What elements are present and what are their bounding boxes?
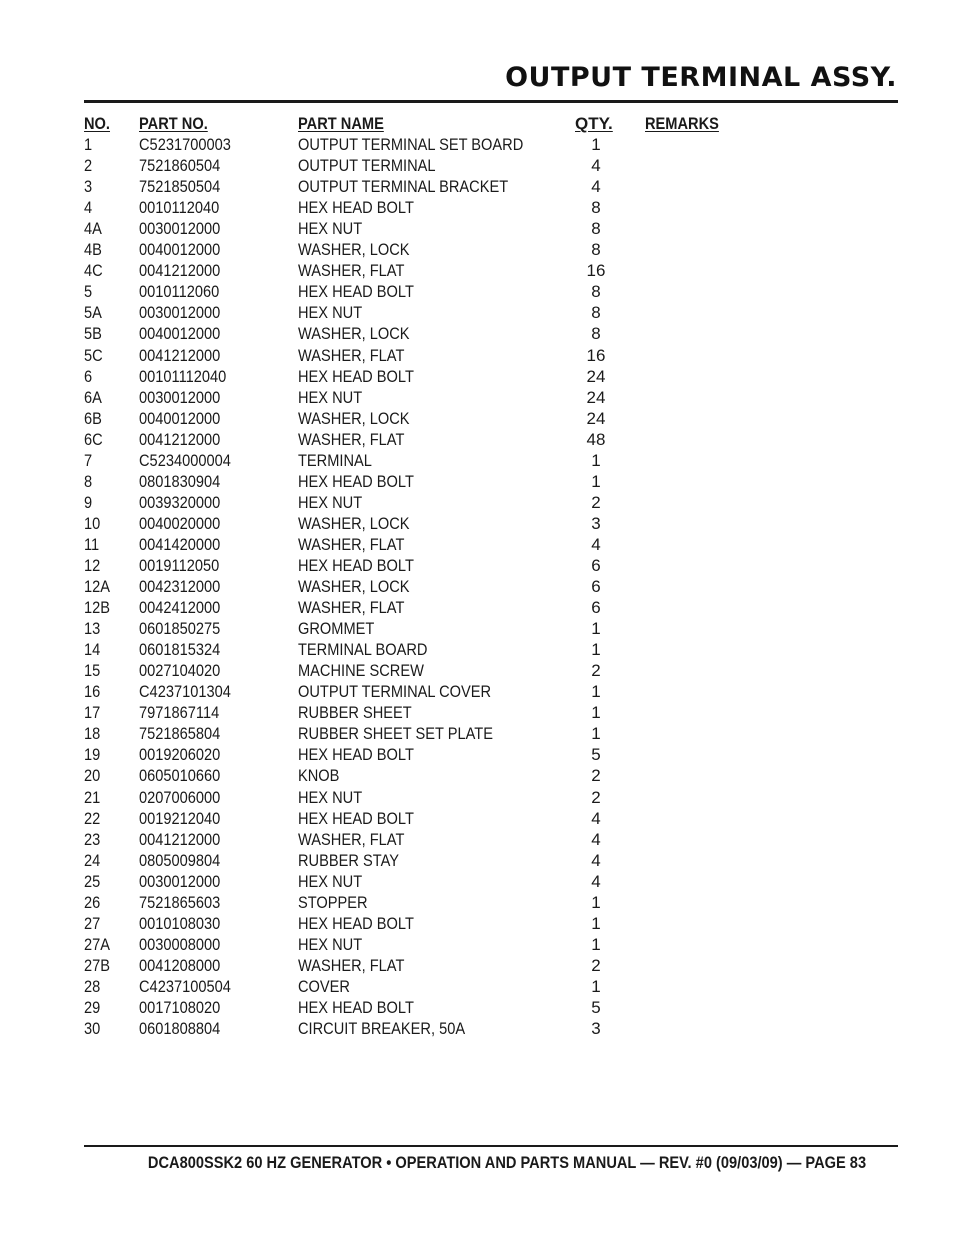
cell-part-name: HEX HEAD BOLT [298, 282, 414, 302]
cell-part-name: WASHER, LOCK [298, 577, 410, 597]
cell-qty: 4 [591, 156, 601, 176]
cell-part-name: HEX HEAD BOLT [298, 555, 414, 575]
cell-part-name: RUBBER SHEET [298, 703, 412, 723]
header-no: NO. [84, 114, 111, 133]
cell-part-name: TERMINAL [298, 450, 372, 470]
cell-no: 12B [84, 598, 111, 618]
header-qty: QTY. [575, 114, 613, 133]
table-row [84, 955, 824, 976]
table-row [84, 871, 824, 892]
table-row [84, 934, 824, 955]
cell-part-no: 0041212000 [139, 261, 221, 281]
cell-qty: 24 [586, 408, 606, 428]
cell-part-no: 0601815324 [139, 640, 221, 660]
cell-qty: 4 [591, 829, 601, 849]
table-row [84, 787, 824, 808]
cell-qty: 1 [591, 976, 601, 996]
table-row [84, 534, 824, 555]
table-row [84, 366, 824, 387]
cell-qty: 8 [591, 219, 601, 239]
table-row [84, 829, 824, 850]
table-row [84, 723, 824, 744]
table-row [84, 281, 824, 302]
table-row [84, 997, 824, 1018]
table-row [84, 576, 824, 597]
cell-part-no: 0041212000 [139, 429, 221, 449]
table-row [84, 660, 824, 681]
cell-part-no: 0040012000 [139, 240, 221, 260]
cell-no: 23 [84, 829, 101, 849]
cell-part-no: 0601808804 [139, 1019, 221, 1039]
cell-no: 13 [84, 619, 101, 639]
cell-part-name: WASHER, FLAT [298, 955, 405, 975]
cell-part-no: 0019112050 [139, 555, 220, 575]
cell-part-no: 0010112060 [139, 282, 220, 302]
cell-no: 2 [84, 156, 93, 176]
table-row [84, 555, 824, 576]
cell-qty: 2 [591, 661, 601, 681]
table-row [84, 492, 824, 513]
cell-no: 8 [84, 471, 93, 491]
cell-no: 17 [84, 703, 101, 723]
cell-part-name: HEX HEAD BOLT [298, 808, 414, 828]
cell-part-name: COVER [298, 976, 351, 996]
table-row [84, 597, 824, 618]
cell-no: 5C [84, 345, 103, 365]
table-row [84, 197, 824, 218]
cell-qty: 4 [591, 808, 601, 828]
table-row [84, 892, 824, 913]
cell-part-name: WASHER, LOCK [298, 513, 410, 533]
cell-qty: 1 [591, 724, 601, 744]
cell-no: 7 [84, 450, 93, 470]
cell-part-no: C5234000004 [139, 450, 231, 470]
cell-part-name: WASHER, FLAT [298, 261, 405, 281]
cell-no: 6C [84, 429, 103, 449]
cell-part-name: OUTPUT TERMINAL BRACKET [298, 177, 509, 197]
cell-qty: 2 [591, 492, 601, 512]
table-row [84, 408, 824, 429]
table-row [84, 1018, 824, 1039]
cell-qty: 4 [591, 850, 601, 870]
cell-no: 5 [84, 282, 93, 302]
cell-no: 3 [84, 177, 93, 197]
cell-part-name: WASHER, LOCK [298, 324, 410, 344]
title-divider [84, 100, 898, 103]
cell-no: 12A [84, 577, 111, 597]
cell-qty: 48 [586, 429, 606, 449]
cell-no: 15 [84, 661, 101, 681]
cell-no: 10 [84, 513, 101, 533]
cell-part-no: 0019206020 [139, 745, 221, 765]
cell-part-name: WASHER, FLAT [298, 345, 405, 365]
cell-part-no: 0019212040 [139, 808, 221, 828]
footer-divider [84, 1145, 898, 1147]
cell-no: 20 [84, 766, 101, 786]
cell-part-name: WASHER, FLAT [298, 534, 405, 554]
cell-part-name: HEX NUT [298, 934, 363, 954]
cell-no: 27 [84, 913, 101, 933]
table-row [84, 765, 824, 786]
cell-no: 16 [84, 682, 101, 702]
cell-qty: 2 [591, 766, 601, 786]
cell-part-no: C4237100504 [139, 976, 231, 996]
cell-part-name: OUTPUT TERMINAL [298, 156, 436, 176]
cell-qty: 16 [586, 261, 606, 281]
cell-part-name: HEX HEAD BOLT [298, 997, 414, 1017]
cell-part-name: STOPPER [298, 892, 368, 912]
cell-qty: 1 [591, 682, 601, 702]
cell-no: 29 [84, 997, 101, 1017]
cell-qty: 1 [591, 934, 601, 954]
cell-qty: 1 [591, 450, 601, 470]
cell-qty: 24 [586, 387, 606, 407]
cell-part-name: HEX HEAD BOLT [298, 366, 414, 386]
cell-qty: 1 [591, 892, 601, 912]
cell-qty: 5 [591, 745, 601, 765]
cell-part-name: HEX HEAD BOLT [298, 913, 414, 933]
cell-qty: 2 [591, 955, 601, 975]
cell-part-no: 0010108030 [139, 913, 221, 933]
cell-no: 28 [84, 976, 101, 996]
cell-part-no: 0801830904 [139, 471, 221, 491]
cell-no: 26 [84, 892, 101, 912]
cell-part-no: 0039320000 [139, 492, 221, 512]
cell-qty: 8 [591, 240, 601, 260]
cell-part-no: 7521860504 [139, 156, 221, 176]
table-row [84, 618, 824, 639]
cell-no: 19 [84, 745, 101, 765]
cell-no: 18 [84, 724, 101, 744]
header-part-name: PART NAME [298, 114, 384, 133]
page-title: OUTPUT TERMINAL ASSY. [505, 62, 897, 93]
cell-part-no: 0805009804 [139, 850, 221, 870]
cell-part-name: WASHER, FLAT [298, 829, 405, 849]
table-row [84, 913, 824, 934]
cell-part-name: RUBBER STAY [298, 850, 400, 870]
table-body [84, 134, 824, 1039]
cell-part-no: 7521865804 [139, 724, 221, 744]
parts-table [84, 113, 824, 1039]
cell-part-no: 0041212000 [139, 829, 221, 849]
cell-qty: 1 [591, 913, 601, 933]
cell-part-name: WASHER, LOCK [298, 240, 410, 260]
cell-part-no: 0030012000 [139, 871, 221, 891]
cell-no: 4 [84, 198, 93, 218]
cell-part-no: C5231700003 [139, 135, 231, 155]
cell-part-name: WASHER, FLAT [298, 429, 405, 449]
cell-part-no: 0027104020 [139, 661, 221, 681]
cell-part-name: HEX HEAD BOLT [298, 198, 414, 218]
cell-qty: 4 [591, 871, 601, 891]
table-row [84, 302, 824, 323]
table-row [84, 681, 824, 702]
cell-part-no: 0030012000 [139, 387, 221, 407]
cell-no: 14 [84, 640, 101, 660]
table-row [84, 134, 824, 155]
cell-qty: 5 [591, 997, 601, 1017]
cell-part-no: 0601850275 [139, 619, 221, 639]
cell-part-name: WASHER, FLAT [298, 598, 405, 618]
cell-qty: 4 [591, 534, 601, 554]
cell-part-name: HEX NUT [298, 787, 363, 807]
cell-part-no: 0042312000 [139, 577, 221, 597]
cell-part-name: HEX NUT [298, 387, 363, 407]
cell-no: 6B [84, 408, 102, 428]
cell-no: 1 [84, 135, 93, 155]
cell-qty: 8 [591, 198, 601, 218]
table-row [84, 513, 824, 534]
cell-qty: 16 [586, 345, 606, 365]
cell-qty: 6 [591, 555, 601, 575]
cell-qty: 8 [591, 324, 601, 344]
table-row [84, 218, 824, 239]
table-row [84, 387, 824, 408]
cell-qty: 24 [586, 366, 606, 386]
page-footer: DCA800SSK2 60 HZ GENERATOR • OPERATION AND PARTS MANUAL — REV. #0 (09/03/09) — PAGE 83 [147, 1153, 866, 1172]
cell-no: 4B [84, 240, 102, 260]
cell-no: 11 [84, 534, 100, 554]
cell-no: 4C [84, 261, 103, 281]
table-row [84, 155, 824, 176]
cell-no: 5B [84, 324, 102, 344]
cell-no: 27B [84, 955, 111, 975]
cell-no: 9 [84, 492, 93, 512]
cell-no: 12 [84, 555, 101, 575]
table-row [84, 239, 824, 260]
cell-no: 4A [84, 219, 102, 239]
cell-part-no: 0041420000 [139, 534, 221, 554]
cell-no: 22 [84, 808, 101, 828]
cell-no: 6 [84, 366, 93, 386]
cell-part-name: HEX NUT [298, 492, 363, 512]
cell-qty: 8 [591, 303, 601, 323]
table-row [84, 176, 824, 197]
cell-qty: 1 [591, 640, 601, 660]
cell-part-name: WASHER, LOCK [298, 408, 410, 428]
cell-no: 27A [84, 934, 111, 954]
cell-part-no: 0030008000 [139, 934, 221, 954]
table-row [84, 345, 824, 366]
cell-part-no: 7521865603 [139, 892, 221, 912]
cell-part-name: MACHINE SCREW [298, 661, 424, 681]
cell-part-no: 0040020000 [139, 513, 221, 533]
cell-qty: 1 [591, 471, 601, 491]
table-row [84, 429, 824, 450]
cell-part-name: HEX HEAD BOLT [298, 745, 414, 765]
cell-qty: 6 [591, 577, 601, 597]
cell-part-no: 0017108020 [139, 997, 221, 1017]
cell-qty: 3 [591, 513, 601, 533]
cell-part-no: 0040012000 [139, 408, 221, 428]
cell-qty: 3 [591, 1019, 601, 1039]
cell-part-name: TERMINAL BOARD [298, 640, 428, 660]
cell-part-name: CIRCUIT BREAKER, 50A [298, 1019, 466, 1039]
cell-qty: 1 [591, 619, 601, 639]
cell-qty: 2 [591, 787, 601, 807]
cell-part-no: 0605010660 [139, 766, 221, 786]
cell-part-no: 0030012000 [139, 219, 221, 239]
cell-no: 6A [84, 387, 102, 407]
cell-part-name: GROMMET [298, 619, 375, 639]
cell-no: 25 [84, 871, 101, 891]
cell-part-no: 0042412000 [139, 598, 221, 618]
cell-part-no: 00101112040 [139, 366, 227, 386]
cell-no: 5A [84, 303, 102, 323]
cell-part-no: 7521850504 [139, 177, 221, 197]
cell-no: 30 [84, 1019, 101, 1039]
cell-qty: 1 [591, 703, 601, 723]
table-row [84, 702, 824, 723]
cell-part-name: HEX HEAD BOLT [298, 471, 414, 491]
cell-part-name: OUTPUT TERMINAL COVER [298, 682, 492, 702]
cell-part-no: 0041212000 [139, 345, 221, 365]
table-row [84, 260, 824, 281]
table-row [84, 808, 824, 829]
cell-part-no: 7971867114 [139, 703, 220, 723]
table-row [84, 450, 824, 471]
cell-part-no: 0041208000 [139, 955, 221, 975]
cell-part-no: C4237101304 [139, 682, 231, 702]
table-row [84, 744, 824, 765]
cell-qty: 8 [591, 282, 601, 302]
header-part-no: PART NO. [139, 114, 208, 133]
table-row [84, 976, 824, 997]
cell-qty: 1 [591, 135, 601, 155]
table-row [84, 323, 824, 344]
cell-qty: 4 [591, 177, 601, 197]
cell-qty: 6 [591, 598, 601, 618]
cell-part-name: RUBBER SHEET SET PLATE [298, 724, 494, 744]
cell-part-no: 0207006000 [139, 787, 221, 807]
cell-part-no: 0030012000 [139, 303, 221, 323]
table-row [84, 850, 824, 871]
cell-no: 21 [84, 787, 101, 807]
table-row [84, 639, 824, 660]
cell-part-name: HEX NUT [298, 871, 363, 891]
cell-part-name: KNOB [298, 766, 340, 786]
cell-part-name: HEX NUT [298, 219, 363, 239]
cell-part-no: 0040012000 [139, 324, 221, 344]
table-header-row [84, 113, 824, 134]
table-row [84, 471, 824, 492]
header-remarks: REMARKS [645, 114, 719, 133]
cell-part-no: 0010112040 [139, 198, 220, 218]
cell-part-name: OUTPUT TERMINAL SET BOARD [298, 135, 524, 155]
cell-no: 24 [84, 850, 101, 870]
cell-part-name: HEX NUT [298, 303, 363, 323]
